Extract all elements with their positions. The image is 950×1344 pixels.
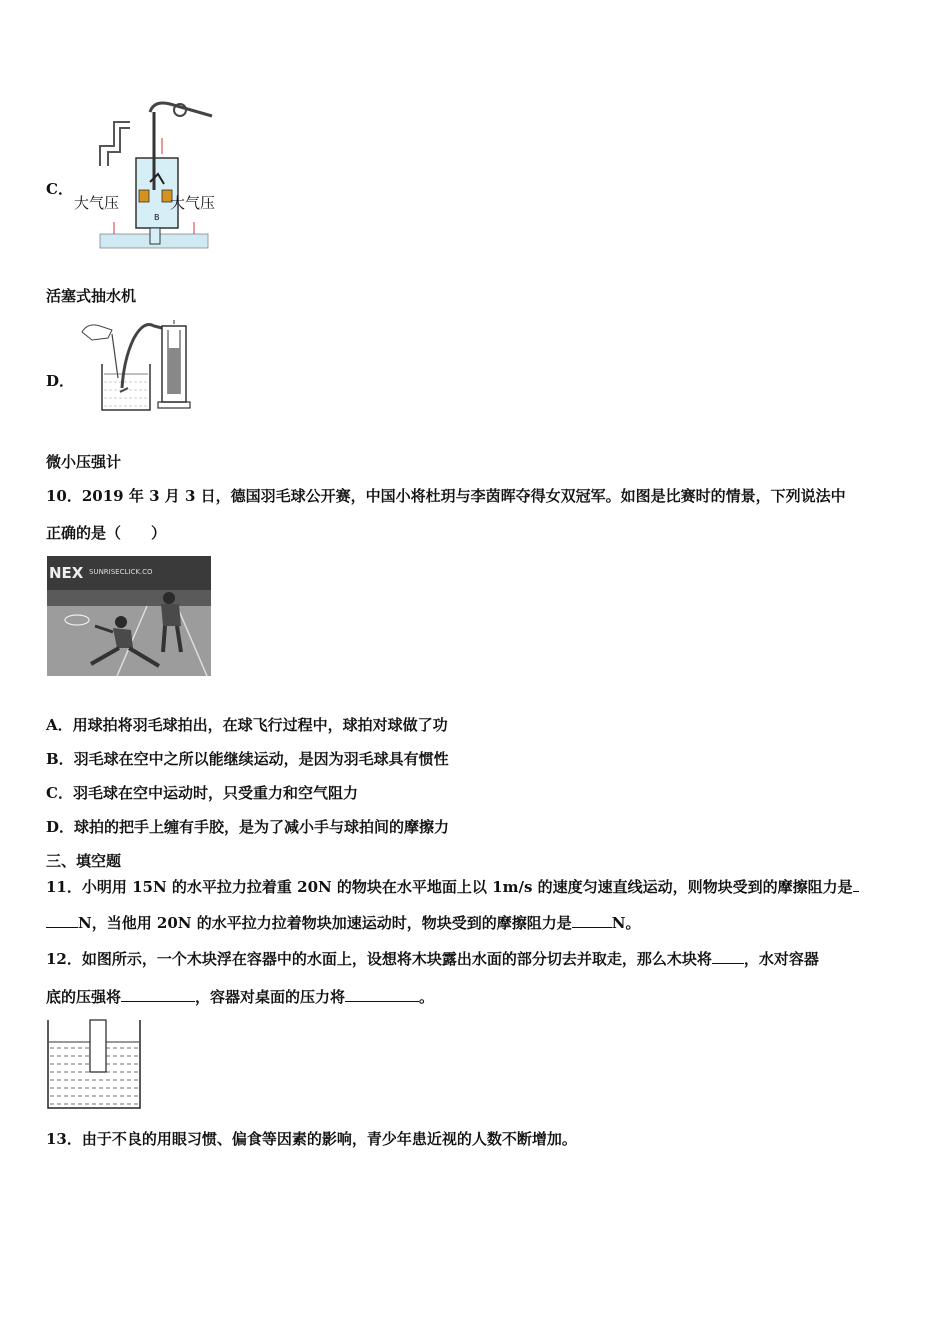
- q10-option-d: D．球拍的把手上缠有手胶，是为了减小手与球拍间的摩擦力: [46, 818, 450, 836]
- atm-pressure-left-label: 大气压: [74, 194, 120, 212]
- option-c-caption: 活塞式抽水机: [46, 287, 137, 305]
- micro-pressure-gauge-figure: [78, 318, 196, 414]
- floating-block-figure: [46, 1018, 144, 1110]
- q11-line2: [46, 913, 640, 933]
- q12-blank-2[interactable]: [121, 987, 195, 1002]
- q11-line2-text-a: N，当他用 20N 的水平拉力拉着物块加速运动时，物块受到的摩擦阻力是: [78, 914, 572, 932]
- q10-option-c: C．羽毛球在空中运动时，只受重力和空气阻力: [46, 784, 358, 802]
- q10-option-b: B．羽毛球在空中之所以能继续运动，是因为羽毛球具有惯性: [46, 750, 449, 768]
- q13-line1: 13．由于不良的用眼习惯、偏食等因素的影响，青少年患近视的人数不断增加。: [46, 1130, 577, 1148]
- option-d-letter: D．: [46, 372, 75, 390]
- photo-banner-text2: SUNRISECLICK.CO: [89, 568, 153, 576]
- q12-line1: [46, 949, 819, 969]
- q12-line2-text-a: 底的压强将: [46, 988, 122, 1006]
- q10-stem-line1: 10．2019 年 3 月 3 日，德国羽毛球公开赛，中国小将杜玥与李茵晖夺得女双冠军。如图是比赛时的情景，下列说法中: [46, 487, 846, 505]
- q12-line2-text-b: ，容器对桌面的压力将: [195, 988, 346, 1006]
- q12-blank-1[interactable]: [712, 949, 744, 964]
- q11-line1: [46, 877, 859, 897]
- piston-pump-figure: [70, 98, 230, 256]
- piston-label: B: [154, 213, 160, 222]
- option-c-letter: C．: [46, 180, 73, 198]
- photo-banner-text: NEX: [49, 564, 84, 582]
- q12-line1-text-a: 12．如图所示，一个木块浮在容器中的水面上，设想将木块露出水面的部分切去并取走，那么木块将: [46, 950, 712, 968]
- q10-stem-line2: 正确的是（ ）: [46, 524, 167, 542]
- section-heading: 三、填空题: [46, 852, 122, 870]
- q12-line2: [46, 987, 434, 1007]
- q11-line1-text: 11．小明用 15N 的水平拉力拉着重 20N 的物块在水平地面上以 1m/s 的速度匀速直线运动，则物块受到的摩擦阻力是: [46, 878, 853, 896]
- q12-line1-text-b: ，水对容器: [743, 950, 819, 968]
- q11-blank-1b[interactable]: [46, 913, 78, 928]
- option-d-caption: 微小压强计: [46, 453, 122, 471]
- q10-option-a: A．用球拍将羽毛球拍出，在球飞行过程中，球拍对球做了功: [46, 716, 448, 734]
- atm-pressure-right-label: 大气压: [170, 194, 216, 212]
- q12-blank-3[interactable]: [345, 987, 419, 1002]
- q11-blank-1a[interactable]: [853, 877, 859, 892]
- q12-line2-text-c: 。: [419, 988, 435, 1006]
- badminton-photo: [47, 556, 211, 676]
- q11-line2-text-b: N。: [611, 914, 641, 932]
- q11-blank-2[interactable]: [572, 913, 612, 928]
